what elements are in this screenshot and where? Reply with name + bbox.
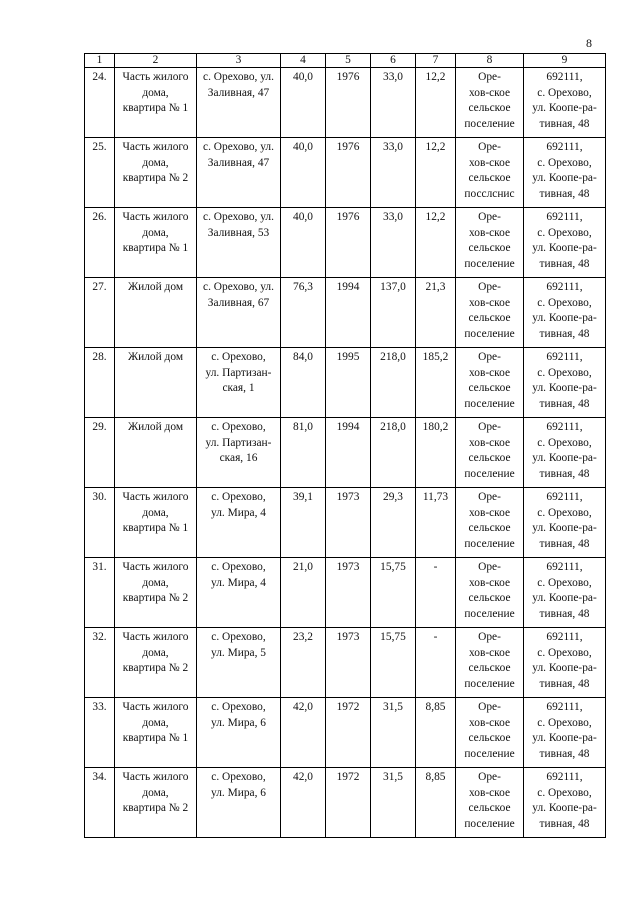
object-name-line: квартира № 1 <box>122 522 189 535</box>
header-cell: 3 <box>197 54 281 68</box>
owner-name <box>456 558 524 628</box>
object-address-line: с. Орехово, <box>211 351 266 363</box>
object-address <box>197 768 281 838</box>
holder-address <box>524 348 606 418</box>
owner-name-line: Оре- <box>478 71 501 83</box>
holder-address-line: с. Орехово, <box>537 436 592 449</box>
holder-address-line: ул. Коопе-ра- <box>532 732 597 745</box>
object-name-line: дома, <box>142 86 169 99</box>
year-value: 1995 <box>326 348 371 418</box>
owner-name <box>456 768 524 838</box>
owner-name-line: поселение <box>464 258 515 271</box>
owner-name-line: хов-ское <box>468 576 511 589</box>
holder-address-line: тивная, 48 <box>539 328 590 341</box>
area-value: 81,0 <box>281 418 326 488</box>
column7-value: 12,2 <box>416 68 456 138</box>
holder-address <box>524 558 606 628</box>
owner-name-line: Оре- <box>478 211 501 223</box>
owner-name <box>456 208 524 278</box>
holder-address-line: 692111, <box>546 701 583 713</box>
holder-address-line: с. Орехово, <box>537 156 592 169</box>
owner-name-line: поселение <box>464 468 515 481</box>
column6-value: 137,0 <box>371 278 416 348</box>
object-address-line: с. Орехово, <box>211 701 266 713</box>
holder-address <box>524 418 606 488</box>
holder-address-line: тивная, 48 <box>539 678 590 691</box>
column7-value: 180,2 <box>416 418 456 488</box>
object-address-line: с. Орехово, ул. <box>203 141 274 153</box>
column6-value: 29,3 <box>371 488 416 558</box>
header-cell: 2 <box>115 54 197 68</box>
object-name-line: дома, <box>142 786 169 799</box>
row-number: 30. <box>85 488 115 558</box>
owner-name-line: Оре- <box>478 631 501 643</box>
object-address-line: Заливная, 53 <box>207 226 270 239</box>
object-address-line: с. Орехово, <box>211 771 266 783</box>
holder-address-line: тивная, 48 <box>539 468 590 481</box>
object-address-line: ул. Партизан- <box>205 436 272 449</box>
object-name-line: дома, <box>142 646 169 659</box>
holder-address-line: с. Орехово, <box>537 506 592 519</box>
holder-address-line: 692111, <box>546 561 583 573</box>
column7-value: 8,85 <box>416 698 456 768</box>
holder-address-line: тивная, 48 <box>539 258 590 271</box>
object-address-line: с. Орехово, <box>211 421 266 433</box>
owner-name <box>456 138 524 208</box>
owner-name-line: сельское <box>468 522 511 535</box>
year-value: 1973 <box>326 558 371 628</box>
object-address-line: Заливная, 47 <box>207 156 270 169</box>
table-row <box>85 698 606 768</box>
owner-name-line: сельское <box>468 592 511 605</box>
object-address <box>197 488 281 558</box>
table-row <box>85 418 606 488</box>
table-row <box>85 628 606 698</box>
column6-value: 31,5 <box>371 698 416 768</box>
table-row <box>85 138 606 208</box>
holder-address <box>524 278 606 348</box>
holder-address-line: с. Орехово, <box>537 716 592 729</box>
year-value: 1994 <box>326 278 371 348</box>
table-row <box>85 768 606 838</box>
owner-name-line: хов-ское <box>468 156 511 169</box>
owner-name <box>456 348 524 418</box>
column6-value: 15,75 <box>371 558 416 628</box>
owner-name-line: хов-ское <box>468 506 511 519</box>
object-name-line: Часть жилого <box>122 211 189 223</box>
owner-name <box>456 418 524 488</box>
page-number: 8 <box>586 36 592 50</box>
object-name <box>115 698 197 768</box>
year-value: 1994 <box>326 418 371 488</box>
area-value: 21,0 <box>281 558 326 628</box>
owner-name-line: поселение <box>464 538 515 551</box>
column7-value: 185,2 <box>416 348 456 418</box>
area-value: 42,0 <box>281 698 326 768</box>
year-value: 1972 <box>326 768 371 838</box>
holder-address-line: ул. Коопе-ра- <box>532 522 597 535</box>
holder-address-line: с. Орехово, <box>537 576 592 589</box>
object-address-line: с. Орехово, ул. <box>203 71 274 83</box>
column7-value: 21,3 <box>416 278 456 348</box>
area-value: 40,0 <box>281 68 326 138</box>
row-number: 33. <box>85 698 115 768</box>
object-name-line: дома, <box>142 576 169 589</box>
holder-address-line: 692111, <box>546 631 583 643</box>
object-address-line: ская, 16 <box>219 452 258 465</box>
holder-address <box>524 138 606 208</box>
owner-name-line: поселение <box>464 328 515 341</box>
column7-value: 8,85 <box>416 768 456 838</box>
owner-name-line: поселение <box>464 398 515 411</box>
object-address <box>197 698 281 768</box>
owner-name-line: поселение <box>464 678 515 691</box>
row-number: 34. <box>85 768 115 838</box>
holder-address <box>524 208 606 278</box>
holder-address-line: с. Орехово, <box>537 366 592 379</box>
holder-address-line: тивная, 48 <box>539 608 590 621</box>
owner-name <box>456 698 524 768</box>
holder-address <box>524 488 606 558</box>
holder-address-line: 692111, <box>546 281 583 293</box>
object-name <box>115 348 197 418</box>
holder-address-line: ул. Коопе-ра- <box>532 592 597 605</box>
header-cell: 7 <box>416 54 456 68</box>
holder-address-line: ул. Коопе-ра- <box>532 452 597 465</box>
row-number: 28. <box>85 348 115 418</box>
object-address <box>197 558 281 628</box>
column7-value: 11,73 <box>416 488 456 558</box>
holder-address-line: с. Орехово, <box>537 226 592 239</box>
area-value: 84,0 <box>281 348 326 418</box>
holder-address <box>524 628 606 698</box>
area-value: 40,0 <box>281 208 326 278</box>
area-value: 23,2 <box>281 628 326 698</box>
object-address <box>197 208 281 278</box>
holder-address-line: с. Орехово, <box>537 296 592 309</box>
holder-address-line: 692111, <box>546 141 583 153</box>
table-body <box>85 54 606 838</box>
object-name <box>115 628 197 698</box>
table-row <box>85 68 606 138</box>
table-row <box>85 348 606 418</box>
area-value: 42,0 <box>281 768 326 838</box>
object-name-line: Часть жилого <box>122 561 189 573</box>
holder-address-line: тивная, 48 <box>539 818 590 831</box>
object-address-line: ул. Мира, 6 <box>211 786 266 799</box>
object-name <box>115 488 197 558</box>
column6-value: 33,0 <box>371 68 416 138</box>
holder-address-line: 692111, <box>546 771 583 783</box>
object-address-line: с. Орехово, <box>211 491 266 503</box>
holder-address-line: ул. Коопе-ра- <box>532 312 597 325</box>
object-name-line: Часть жилого <box>122 141 189 153</box>
area-value: 40,0 <box>281 138 326 208</box>
year-value: 1973 <box>326 628 371 698</box>
object-address-line: Заливная, 67 <box>207 296 270 309</box>
holder-address-line: ул. Коопе-ра- <box>532 172 597 185</box>
object-name-line: дома, <box>142 226 169 239</box>
object-name-line: Часть жилого <box>122 631 189 643</box>
holder-address-line: ул. Коопе-ра- <box>532 662 597 675</box>
column6-value: 31,5 <box>371 768 416 838</box>
object-name-line: Часть жилого <box>122 491 189 503</box>
object-address-line: ул. Мира, 4 <box>211 576 266 589</box>
object-address <box>197 418 281 488</box>
object-address <box>197 68 281 138</box>
object-name <box>115 418 197 488</box>
holder-address-line: тивная, 48 <box>539 118 590 131</box>
object-name-line: Жилой дом <box>127 281 184 293</box>
holder-address-line: 692111, <box>546 421 583 433</box>
object-name <box>115 278 197 348</box>
object-address-line: с. Орехово, ул. <box>203 281 274 293</box>
owner-name-line: Оре- <box>478 351 501 363</box>
object-name-line: квартира № 1 <box>122 242 189 255</box>
row-number: 27. <box>85 278 115 348</box>
object-name-line: квартира № 1 <box>122 102 189 115</box>
object-address-line: ул. Мира, 5 <box>211 646 266 659</box>
owner-name-line: сельское <box>468 172 511 185</box>
column7-value: 12,2 <box>416 138 456 208</box>
year-value: 1976 <box>326 138 371 208</box>
object-address-line: ул. Партизан- <box>205 366 272 379</box>
column7-value: 12,2 <box>416 208 456 278</box>
year-value: 1976 <box>326 208 371 278</box>
owner-name-line: Оре- <box>478 491 501 503</box>
object-name-line: квартира № 1 <box>122 732 189 745</box>
object-name <box>115 138 197 208</box>
object-address <box>197 278 281 348</box>
row-number: 24. <box>85 68 115 138</box>
year-value: 1976 <box>326 68 371 138</box>
header-cell: 6 <box>371 54 416 68</box>
owner-name-line: Оре- <box>478 561 501 573</box>
row-number: 29. <box>85 418 115 488</box>
column6-value: 15,75 <box>371 628 416 698</box>
property-registry-table <box>84 53 606 838</box>
object-address-line: ул. Мира, 6 <box>211 716 266 729</box>
table-row <box>85 558 606 628</box>
object-address-line: ская, 1 <box>222 382 255 395</box>
holder-address <box>524 68 606 138</box>
owner-name-line: сельское <box>468 102 511 115</box>
object-name-line: дома, <box>142 716 169 729</box>
owner-name-line: хов-ское <box>468 646 511 659</box>
table-row <box>85 488 606 558</box>
owner-name-line: сельское <box>468 312 511 325</box>
object-name-line: квартира № 2 <box>122 172 189 185</box>
object-address-line: с. Орехово, ул. <box>203 211 274 223</box>
header-cell: 1 <box>85 54 115 68</box>
table-row <box>85 208 606 278</box>
owner-name-line: Оре- <box>478 701 501 713</box>
owner-name-line: хов-ское <box>468 366 511 379</box>
owner-name-line: хов-ское <box>468 86 511 99</box>
owner-name-line: сельское <box>468 242 511 255</box>
owner-name-line: поселение <box>464 608 515 621</box>
holder-address-line: 692111, <box>546 71 583 83</box>
header-cell: 9 <box>524 54 606 68</box>
header-cell: 8 <box>456 54 524 68</box>
column6-value: 218,0 <box>371 418 416 488</box>
object-name-line: квартира № 2 <box>122 662 189 675</box>
area-value: 76,3 <box>281 278 326 348</box>
object-name-line: Часть жилого <box>122 771 189 783</box>
object-address-line: ул. Мира, 4 <box>211 506 266 519</box>
owner-name-line: Оре- <box>478 281 501 293</box>
holder-address-line: ул. Коопе-ра- <box>532 102 597 115</box>
owner-name-line: сельское <box>468 732 511 745</box>
owner-name-line: хов-ское <box>468 786 511 799</box>
holder-address-line: с. Орехово, <box>537 786 592 799</box>
object-name-line: Часть жилого <box>122 701 189 713</box>
column6-value: 218,0 <box>371 348 416 418</box>
table-row <box>85 278 606 348</box>
row-number: 25. <box>85 138 115 208</box>
column6-value: 33,0 <box>371 208 416 278</box>
object-name-line: Жилой дом <box>127 351 184 363</box>
holder-address-line: 692111, <box>546 211 583 223</box>
holder-address-line: ул. Коопе-ра- <box>532 382 597 395</box>
owner-name-line: сельское <box>468 452 511 465</box>
object-address-line: Заливная, 47 <box>207 86 270 99</box>
owner-name-line: сельское <box>468 802 511 815</box>
column7-value: - <box>416 628 456 698</box>
holder-address-line: с. Орехово, <box>537 86 592 99</box>
object-name-line: квартира № 2 <box>122 802 189 815</box>
row-number: 31. <box>85 558 115 628</box>
owner-name-line: поселение <box>464 118 515 131</box>
holder-address <box>524 698 606 768</box>
owner-name-line: поселение <box>464 818 515 831</box>
column6-value: 33,0 <box>371 138 416 208</box>
object-name <box>115 558 197 628</box>
header-row <box>85 54 606 68</box>
holder-address-line: 692111, <box>546 351 583 363</box>
owner-name-line: хов-ское <box>468 226 511 239</box>
object-name-line: квартира № 2 <box>122 592 189 605</box>
owner-name <box>456 68 524 138</box>
column7-value: - <box>416 558 456 628</box>
holder-address-line: ул. Коопе-ра- <box>532 802 597 815</box>
area-value: 39,1 <box>281 488 326 558</box>
object-name-line: Часть жилого <box>122 71 189 83</box>
year-value: 1972 <box>326 698 371 768</box>
object-address <box>197 138 281 208</box>
object-name <box>115 68 197 138</box>
object-name <box>115 208 197 278</box>
owner-name-line: сельское <box>468 662 511 675</box>
object-name <box>115 768 197 838</box>
owner-name-line: Оре- <box>478 421 501 433</box>
holder-address-line: тивная, 48 <box>539 538 590 551</box>
owner-name-line: посслснис <box>464 188 515 201</box>
holder-address <box>524 768 606 838</box>
header-cell: 5 <box>326 54 371 68</box>
holder-address-line: тивная, 48 <box>539 188 590 201</box>
object-address-line: с. Орехово, <box>211 631 266 643</box>
object-name-line: дома, <box>142 506 169 519</box>
holder-address-line: с. Орехово, <box>537 646 592 659</box>
owner-name-line: Оре- <box>478 771 501 783</box>
owner-name <box>456 278 524 348</box>
holder-address-line: ул. Коопе-ра- <box>532 242 597 255</box>
owner-name <box>456 628 524 698</box>
holder-address-line: тивная, 48 <box>539 398 590 411</box>
object-name-line: дома, <box>142 156 169 169</box>
owner-name-line: Оре- <box>478 141 501 153</box>
object-address <box>197 348 281 418</box>
header-cell: 4 <box>281 54 326 68</box>
owner-name-line: хов-ское <box>468 716 511 729</box>
row-number: 32. <box>85 628 115 698</box>
owner-name <box>456 488 524 558</box>
holder-address-line: 692111, <box>546 491 583 503</box>
holder-address-line: тивная, 48 <box>539 748 590 761</box>
owner-name-line: поселение <box>464 748 515 761</box>
owner-name-line: хов-ское <box>468 436 511 449</box>
object-name-line: Жилой дом <box>127 421 184 433</box>
owner-name-line: сельское <box>468 382 511 395</box>
row-number: 26. <box>85 208 115 278</box>
owner-name-line: хов-ское <box>468 296 511 309</box>
object-address-line: с. Орехово, <box>211 561 266 573</box>
object-address <box>197 628 281 698</box>
year-value: 1973 <box>326 488 371 558</box>
